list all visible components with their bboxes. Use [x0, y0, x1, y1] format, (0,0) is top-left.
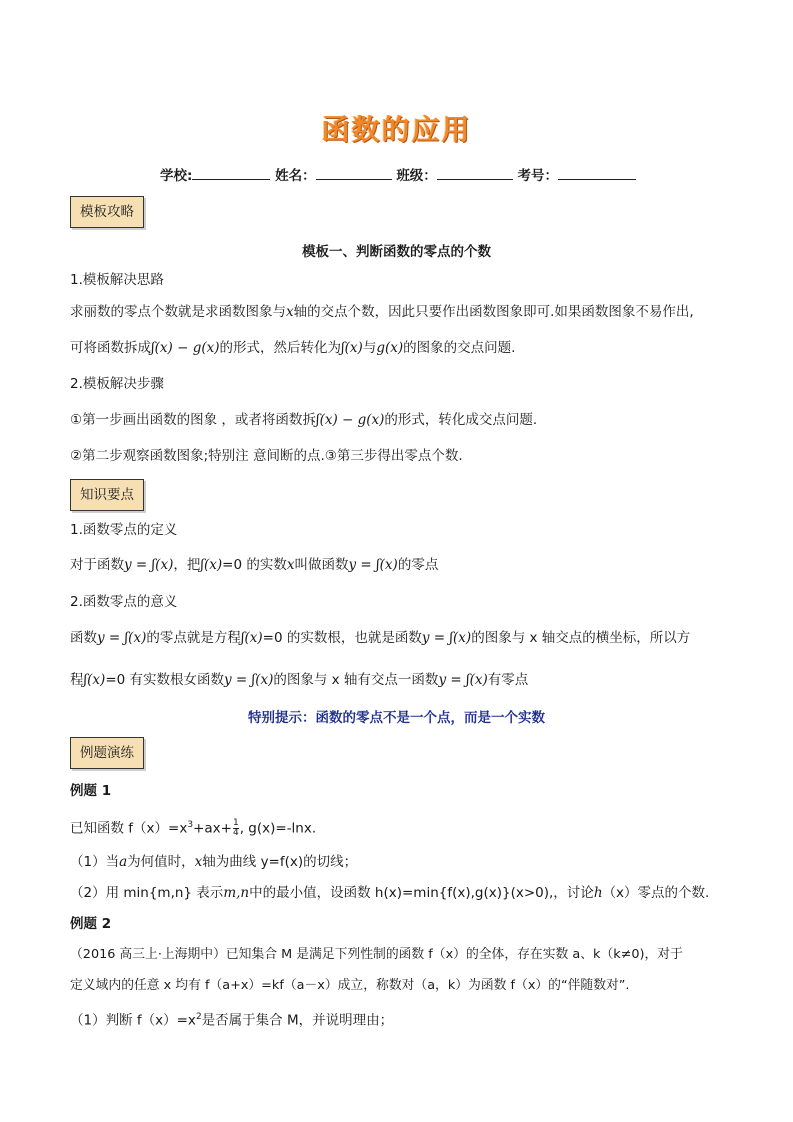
- student-info-line: [160, 164, 636, 184]
- example-2-statement-line1: （2016 高三上·上海期中）已知集合 M 是满足下列性制的函数 f（x）的全体，存在实数 a、k（k≠0)，对于: [70, 947, 683, 962]
- class-blank: [437, 165, 513, 180]
- section-tag-knowledge: 知识要点: [70, 479, 144, 511]
- fraction-one-quarter: $\frac{1}{4}$: [232, 818, 239, 838]
- school-label: 学校:: [160, 168, 193, 184]
- subheading-definition: 1.函数零点的定义: [70, 522, 178, 538]
- section-tag-template-strategy: 模板攻略: [70, 196, 144, 228]
- step-1: ①第一步画出函数的图象 ，或者将函数拆ʃ(x) − g(x)的形式，转化成交点问题.: [70, 412, 538, 428]
- subheading-approach: 1.模板解决思路: [70, 272, 164, 288]
- section-heading: 模板一、判断函数的零点的个数: [302, 244, 491, 260]
- meaning-line1: 函数y = ʃ(x)的零点就是方程ʃ(x)=0 的实数根，也就是函数y = ʃ(x)的图象与 x 轴交点的横坐标，所以方: [70, 630, 691, 646]
- step-2-3: ②第二步观察函数图象;特别注 意间断的点.③第三步得出零点个数.: [70, 448, 463, 464]
- example-2-statement-line2: 定义域内的任意 x 均有 f（a+x）=kf（a－x）成立，称数对（a，k）为函数 f（x）的“伴随数对”.: [70, 978, 630, 993]
- paragraph-approach-line1: 求丽数的零点个数就是求函数图象与x轴的交点个数，因此只要作出函数图象即可.如果函数图象不易作出,: [70, 304, 694, 320]
- name-label: 姓名：: [275, 168, 316, 184]
- class-label: 班级：: [396, 168, 437, 184]
- school-blank: [192, 165, 270, 180]
- example-2-title: 例题 2: [70, 916, 112, 932]
- special-tip: 特别提示：函数的零点不是一个点，而是一个实数: [248, 710, 545, 726]
- subheading-meaning: 2.函数零点的意义: [70, 594, 178, 610]
- example-1-question-2: （2）用 min{m,n} 表示m,n中的最小值，设函数 h(x)=min{f(x),g(x)}(x>0),，讨论h（x）零点的个数.: [70, 885, 710, 901]
- definition-line: 对于函数y = ʃ(x)，把ʃ(x)=0 的实数x叫做函数y = ʃ(x)的零点: [70, 557, 439, 573]
- example-1-title: 例题 1: [70, 783, 112, 799]
- number-blank: [558, 165, 636, 180]
- example-1-question-1: （1）当a为何值时，x轴为曲线 y=f(x)的切线；: [70, 854, 358, 870]
- meaning-line2: 程ʃ(x)=0 有实数根女函数y = ʃ(x)的图象与 x 轴有交点一函数y = ʃ(x)有零点: [70, 672, 529, 688]
- document-title: 函数的应用: [321, 113, 472, 146]
- subheading-steps: 2.模板解决步骤: [70, 376, 164, 392]
- name-blank: [316, 165, 392, 180]
- number-label: 考号：: [517, 168, 559, 184]
- example-2-question-1: （1）判断 $f(x)=x^2$是否属于集合 M，并说明理由；: [70, 1012, 394, 1029]
- section-tag-examples: 例题演练: [70, 737, 144, 769]
- example-1-statement: 已知函数 $f(x)=x^3+ax+$ $\frac{1}{4}$ , g(x)=-lnx.: [70, 818, 317, 838]
- paragraph-approach-line2: 可将函数拆成ʃ(x) − g(x)的形式，然后转化为ʃ(x)与g(x)的图象的交点问题.: [70, 340, 516, 356]
